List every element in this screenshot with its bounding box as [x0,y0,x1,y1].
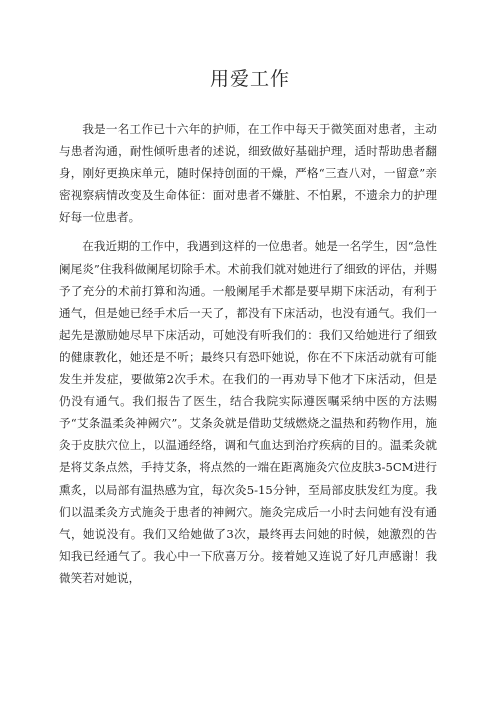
paragraph: 在我近期的工作中，我遇到这样的一位患者。她是一名学生，因“急性阑尾炎”住我科做阑尾切除手术。术前我们就对她进行了细致的评估，并赐予了充分的术前打算和沟通。一般阑尾手术都是要早期下床活动，有利于通气，但是她已经手术后一天了，都没有下床活动，也没有通气。我们一起先是激励她尽早下床活动，可她没有听我们的：我们又给她进行了细致的健康教化，她还是不听；最终只有恐吓她说，你在不下床活动就有可能发生并发症，要做第2次手术。在我们的一再劝导下他才下床活动，但是仍没有通气。我们报告了医生，结合我院实际遵医嘱采纳中医的方法赐予“艾条温柔灸神阙穴”。艾条灸就是借助艾绒燃烧之温热和药物作用，施灸于皮肤穴位上，以温通经络，调和气血达到治疗疾病的目的。温柔灸就是将艾条点然，手持艾条，将点然的一端在距离施灸穴位皮肤3-5CM进行熏炙，以局部有温热感为宜，每次灸5-15分钟，至局部皮肤发红为度。我们以温柔灸方式施灸于患者的神阙穴。施灸完成后一小时去问她有没有通气，她说没有。我们又给她做了3次，最终再去问她的时候，她激烈的告知我已经通气了。我心中一下欣喜万分。接着她又连说了好几声感谢！我微笑若对她说， [59,239,437,585]
paragraph: 我是一名工作已十六年的护师，在工作中每天于微笑面对患者，主动与患者沟通，耐性倾听患者的述说，细致做好基础护理，适时帮助患者翻身，刚好更换床单元，随时保持创面的干燥，严格“三查八对，一留意”亲密视察病情改变及生命体征：面对患者不嫌脏、不怕累，不遗余力的护理好每一位患者。 [59,122,437,225]
document-body [59,118,437,589]
document-title: 用爱工作 [209,68,290,90]
